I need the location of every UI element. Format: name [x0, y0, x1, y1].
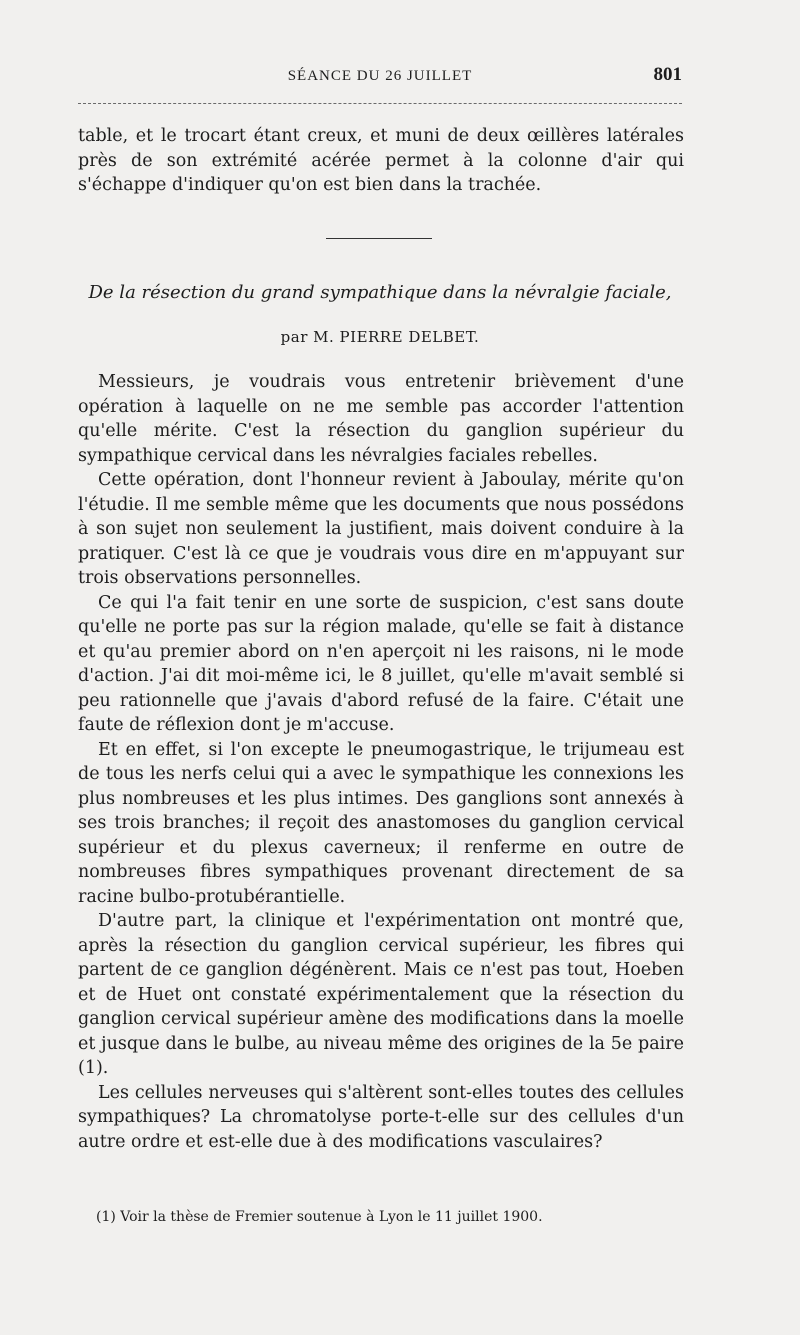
- section-separator: [326, 238, 432, 239]
- intro-text-block: [78, 124, 684, 198]
- running-header: [78, 62, 682, 92]
- body-paragraph: Cette opération, dont l'honneur revient à Jaboulay, mérite qu'on l'étudie. Il me semble même que les documents que nous possédons à son sujet non seulement la justifient, mais doivent conduire à la pratiquer. C'est là ce que je voudrais vous dire en m'appuyant sur trois observations personnelles.: [78, 470, 684, 588]
- body-paragraph: Les cellules nerveuses qui s'altèrent sont-elles toutes des cellules sympathiques? La chromatolyse porte-t-elle sur des cellules d'un autre ordre et est-elle due à des modifications vasculaires?: [78, 1082, 684, 1152]
- page-number: 801: [653, 64, 682, 85]
- article-body: [78, 370, 684, 1154]
- header-title: SÉANCE DU 26 JUILLET: [287, 68, 473, 84]
- article-author: par M. PIERRE DELBET.: [280, 328, 480, 346]
- footnote: (1) Voir la thèse de Fremier soutenue à Lyon le 11 juillet 1900.: [96, 1209, 543, 1225]
- body-paragraph: Messieurs, je voudrais vous entretenir brièvement d'une opération à laquelle on ne me semble pas accorder l'attention qu'elle mérite. C'est la résection du ganglion supérieur du sympathique cervical dans les névralgies faciales rebelles.: [78, 372, 684, 466]
- article-title: De la résection du grand sympathique dans la névralgie faciale,: [88, 282, 672, 303]
- header-divider: [78, 103, 682, 104]
- body-paragraph: Et en effet, si l'on excepte le pneumogastrique, le trijumeau est de tous les nerfs celui qui a avec le sympathique les connexions les plus nombreuses et les plus intimes. Des ganglions sont annexés à ses trois branches; il reçoit des anastomoses du ganglion cervical supérieur et du plexus caverneux; il renferme en outre de nombreuses fibres sympathiques provenant directement de sa racine bulbo-protubérantielle.: [78, 739, 684, 907]
- body-paragraph: D'autre part, la clinique et l'expérimentation ont montré que, après la résection du ganglion cervical supérieur, les fibres qui partent de ce ganglion dégénèrent. Mais ce n'est pas tout, Hoeben et de Huet ont constaté expérimentalement que la résection du ganglion cervical supérieur amène des modifications dans la moelle et jusque dans le bulbe, au niveau même des origines de la 5e paire (1).: [78, 911, 684, 1078]
- body-paragraph: Ce qui l'a fait tenir en une sorte de suspicion, c'est sans doute qu'elle ne porte pas sur la région malade, qu'elle se fait à distance et qu'au premier abord on n'en aperçoit ni les raisons, ni le mode d'action. J'ai dit moi-même ici, le 8 juillet, qu'elle m'avait semblé si peu rationnelle que j'avais d'abord refusé de la faire. C'était une faute de réflexion dont je m'accuse.: [78, 592, 684, 735]
- intro-paragraph: table, et le trocart étant creux, et muni de deux œillères latérales près de son extrémité acérée permet à la colonne d'air qui s'échappe d'indiquer qu'on est bien dans la trachée.: [78, 126, 684, 195]
